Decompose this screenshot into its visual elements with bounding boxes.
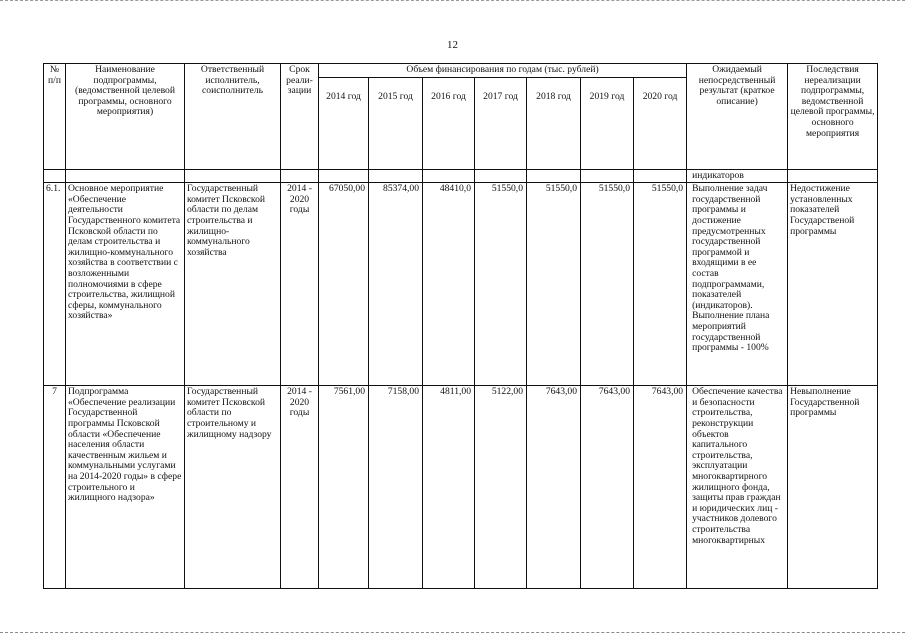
row-responsible: Государственный комитет Псковской области по делам строительства и жилищно-коммунального хозяйства xyxy=(185,183,281,386)
row-consequences: Недостижение установленных показателей Государственой программы xyxy=(788,183,878,386)
header-year: 2015 год xyxy=(369,77,423,169)
row-value-2018: 51550,0 xyxy=(527,183,581,386)
scan-edge-top xyxy=(0,0,905,7)
header-responsible: Ответственный исполнитель, соисполнитель xyxy=(185,64,281,170)
header-year: 2019 год xyxy=(581,77,634,169)
continuation-result: индикаторов xyxy=(687,169,788,183)
table-row xyxy=(44,386,878,589)
header-result: Ожидаемый непосредственный результат (краткое описание) xyxy=(687,64,788,170)
header-year: 2017 год xyxy=(475,77,527,169)
page-number: 12 xyxy=(447,39,458,51)
table-row xyxy=(44,183,878,386)
row-result: Выполнение задач государственной программы и достижение предусмотренных государственной программой и входящими в ее состав подпрограммами, показателей (индикаторов). Выполнение плана мероприятий государственной программы - 100% xyxy=(687,183,788,386)
funding-table xyxy=(43,63,878,589)
continuation-row xyxy=(44,169,878,183)
row-value-2016: 4811,00 xyxy=(423,386,475,589)
row-term: 2014 - 2020 годы xyxy=(281,386,319,589)
row-value-2015: 7158,00 xyxy=(369,386,423,589)
row-result: Обеспечение качества и безопасности строительства, реконструкции объектов капитального строительства, эксплуатации многоквартирного жилищного фонда, защиты прав граждан и юридических лиц - участников долевого строительства многоквартирных xyxy=(687,386,788,589)
row-value-2015: 85374,00 xyxy=(369,183,423,386)
header-year: 2018 год xyxy=(527,77,581,169)
header-funding: Объем финансирования по годам (тыс. рублей) xyxy=(319,64,687,78)
row-value-2017: 51550,0 xyxy=(475,183,527,386)
row-name: Основное мероприятие «Обеспечение деятельности Государственного комитета Псковской области по делам строительства и жилищно-коммунального хозяйства в соответствии с возложенными полномочиями в сфере строительства, жилищной сферы, коммунального хозяйства» xyxy=(66,183,185,386)
row-term: 2014 - 2020 годы xyxy=(281,183,319,386)
header-year: 2014 год xyxy=(319,77,369,169)
row-value-2014: 67050,00 xyxy=(319,183,369,386)
header-consequences: Последствия нереализации подпрограммы, ведомственной целевой программы, основного мероприятия xyxy=(788,64,878,170)
scan-edge-bottom xyxy=(0,632,905,635)
row-value-2020: 51550,0 xyxy=(634,183,687,386)
row-name: Подпрограмма «Обеспечение реализации Государственной программы Псковской области «Обеспечение населения области качественным жильем и коммунальными услугами на 2014-2020 годы» в сфере строительного и жилищного надзора» xyxy=(66,386,185,589)
row-value-2018: 7643,00 xyxy=(527,386,581,589)
row-value-2017: 5122,00 xyxy=(475,386,527,589)
row-value-2016: 48410,0 xyxy=(423,183,475,386)
header-year: 2016 год xyxy=(423,77,475,169)
row-value-2020: 7643,00 xyxy=(634,386,687,589)
row-no: 6.1. xyxy=(44,183,66,386)
row-responsible: Государственный комитет Псковской области по строительному и жилищному надзору xyxy=(185,386,281,589)
row-value-2014: 7561,00 xyxy=(319,386,369,589)
header-name: Наименование подпрограммы, (ведомственной целевой программы, основного мероприятия) xyxy=(66,64,185,170)
row-no: 7 xyxy=(44,386,66,589)
header-row-1 xyxy=(44,64,878,78)
row-value-2019: 7643,00 xyxy=(581,386,634,589)
header-term: Срок реали-зации xyxy=(281,64,319,170)
header-year: 2020 год xyxy=(634,77,687,169)
row-consequences: Невыполнение Государственной программы xyxy=(788,386,878,589)
row-value-2019: 51550,0 xyxy=(581,183,634,386)
header-no: № п/п xyxy=(44,64,66,170)
